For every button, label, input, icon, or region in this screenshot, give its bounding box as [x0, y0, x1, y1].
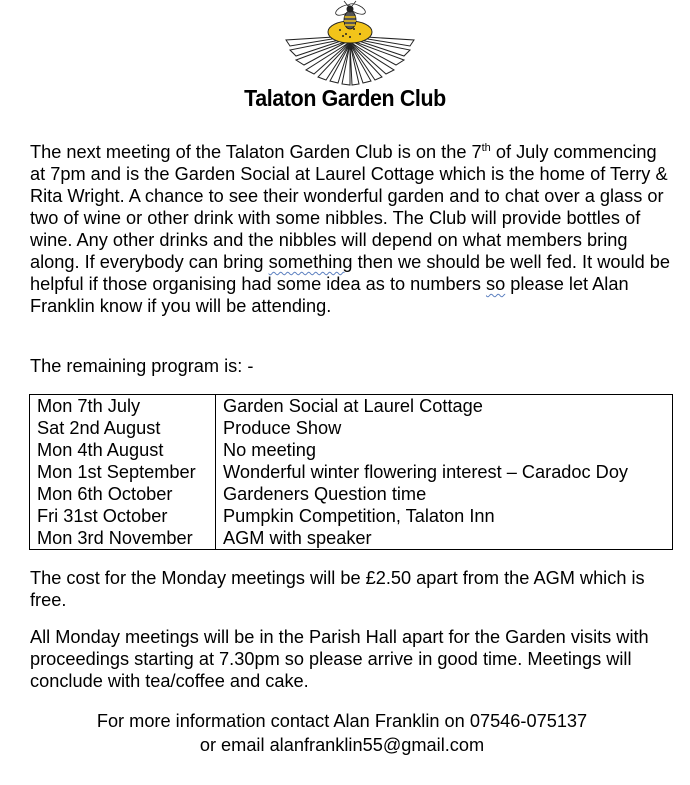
contact-phone-line: For more information contact Alan Franklin on 07546-075137: [96, 711, 588, 731]
program-event: Pumpkin Competition, Talaton Inn: [223, 506, 495, 526]
program-date: Mon 6th October: [30, 483, 216, 505]
bee-on-daisy-icon: [284, 0, 416, 86]
table-row: [30, 505, 673, 527]
spellcheck-word: so: [485, 274, 506, 294]
table-row: [30, 527, 673, 550]
table-row: [30, 395, 673, 418]
program-date: Sat 2nd August: [30, 417, 216, 439]
program-event: Produce Show: [223, 418, 342, 438]
program-date: Fri 31st October: [30, 505, 216, 527]
program-event: Gardeners Question time: [223, 484, 427, 504]
table-row: [30, 417, 673, 439]
table-row: [30, 483, 673, 505]
program-date: Mon 1st September: [30, 461, 216, 483]
table-row: [30, 461, 673, 483]
intro-text: of July commencing at 7pm and is the Garden Social at Laurel Cottage which is the home of Terry & Rita Wright. A chance to see their wonderful garden and to chat over a glass or two of wine or other drink with some nibbles. The Club will provide bottles of wine. Any other drinks and the nibbles will depend on what members bring along. If everybody can bring: [30, 142, 668, 272]
program-event: Wonderful winter flowering interest – Caradoc Doy: [223, 462, 629, 482]
intro-text: then we should be well fed. It would be helpful if those organising had some idea as to numbers: [30, 252, 671, 294]
program-date: Mon 7th July: [30, 395, 216, 418]
club-title: Talaton Garden Club: [244, 85, 446, 111]
program-date: Mon 4th August: [30, 439, 216, 461]
intro-text: The next meeting of the Talaton Garden Club is on the 7: [30, 142, 482, 162]
program-date: Mon 3rd November: [30, 527, 216, 550]
program-event: AGM with speaker: [223, 528, 372, 548]
cost-paragraph: The cost for the Monday meetings will be £2.50 apart from the AGM which is free.: [30, 568, 645, 610]
program-table: [29, 394, 673, 550]
contact-email-line: or email alanfranklin55@gmail.com: [199, 735, 485, 755]
program-intro: The remaining program is: -: [30, 356, 254, 376]
venue-paragraph: All Monday meetings will be in the Parish Hall apart for the Garden visits with proceedings starting at 7.30pm so please arrive in good time. Meetings will conclude with tea/coffee and cake.: [30, 627, 649, 691]
program-event: Garden Social at Laurel Cottage: [223, 396, 483, 416]
ordinal-suffix: th: [481, 142, 491, 154]
table-row: [30, 439, 673, 461]
intro-paragraph: [30, 141, 670, 317]
program-event: No meeting: [223, 440, 317, 460]
contact-block: [0, 709, 684, 757]
spellcheck-word: something: [268, 252, 353, 272]
intro-text: please let Alan Franklin know if you will be attending.: [30, 274, 629, 316]
